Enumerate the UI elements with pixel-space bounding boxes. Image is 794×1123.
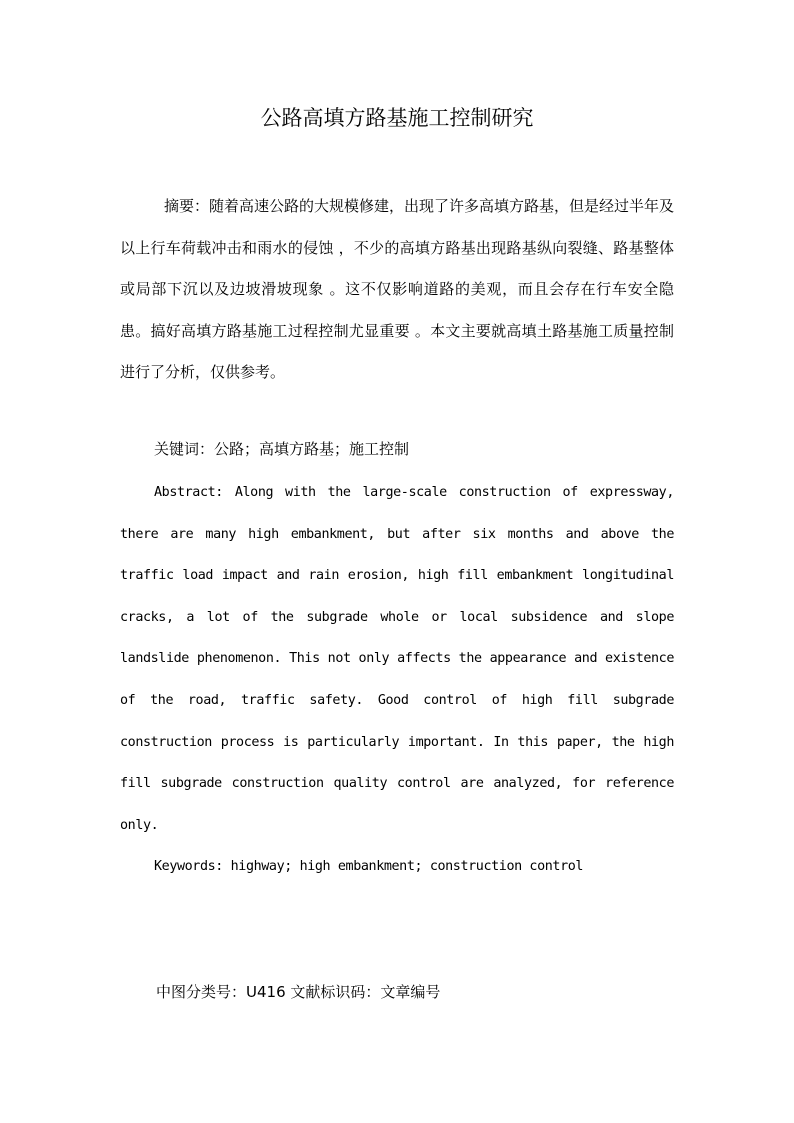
classification-line: 中图分类号：U416 文献标识码：文章编号 <box>156 983 441 1001</box>
abstract-chinese: 摘要：随着高速公路的大规模修建，出现了许多高填方路基，但是经过半年及以上行车荷载冲击和雨水的侵蚀 ，不少的高填方路基出现路基纵向裂缝、路基整体或局部下沉以及边坡滑坡现象 。这不仅影响道路的美观，而且会存在行车安全隐患。搞好高填方路基施工过程控制尤显重要 。本文主要就高填土路基施工质量控制进行了分析，仅供参考。 <box>120 197 675 381</box>
keywords-chinese: 关键词：公路；高填方路基；施工控制 <box>154 440 410 458</box>
keywords-english: Keywords: highway; high embankment; construction control <box>154 859 584 874</box>
paper-title: 公路高填方路基施工控制研究 <box>260 106 534 130</box>
abstract-english: Abstract: Along with the large-scale construction of expressway, there are many high embankment, but after six months and above the traffic load impact and rain erosion, high fill embankment longitudinal cracks, a lot of the subgrade whole or local subsidence and slope landslide phenomenon. This not only affects the appearance and existence of the road, traffic safety. Good control of high fill subgrade construction process is particularly important. In this paper, the high fill subgrade construction quality control are analyzed, for reference only. <box>120 485 674 833</box>
